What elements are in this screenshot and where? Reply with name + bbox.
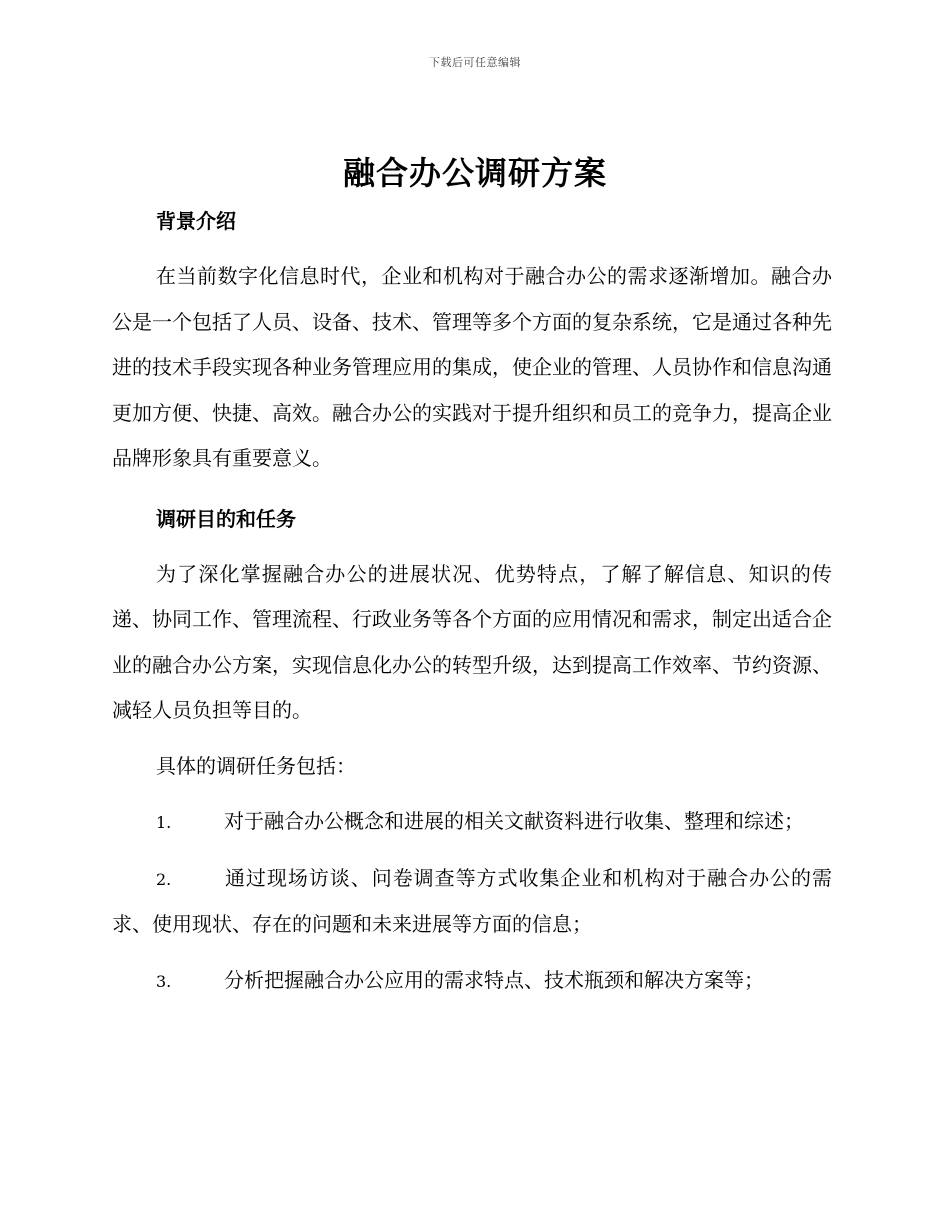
list-item [112,958,832,1005]
list-item [112,799,832,846]
section-heading-background: 背景介绍 [156,209,236,233]
list-item-text: 分析把握融合办公应用的需求特点、技术瓶颈和解决方案等； [224,967,764,992]
list-item-number: 1. [156,813,172,832]
header-note: 下载后可任意编辑 [429,56,521,69]
background-paragraph: 在当前数字化信息时代，企业和机构对于融合办公的需求逐渐增加。融合办公是一个包括了人员、设备、技术、管理等多个方面的复杂系统，它是通过各种先进的技术手段实现各种业务管理应用的集成，使企业的管理、人员协作和信息沟通更加方便、快捷、高效。融合办公的实践对于提升组织和员工的竞争力，提高企业品牌形象具有重要意义。 [112,264,832,470]
list-item [112,856,832,948]
tasks-intro: 具体的调研任务包括： [156,753,356,778]
page-title: 融合办公调研方案 [342,154,607,192]
list-item-text: 对于融合办公概念和进展的相关文献资料进行收集、整理和综述； [224,809,804,833]
purpose-paragraph: 为了深化掌握融合办公的进展状况、优势特点，了解了解信息、知识的传递、协同工作、管理流程、行政业务等各个方面的应用情况和需求，制定出适合企业的融合办公方案，实现信息化办公的转型升级，达到提高工作效率、节约资源、减轻人员负担等目的。 [112,561,832,722]
list-item-number: 3. [156,971,172,991]
list-item-text: 通过现场访谈、问卷调查等方式收集企业和机构对于融合办公的需求、使用现状、存在的问题和未来进展等方面的信息； [112,865,832,936]
list-item-number: 2. [156,869,172,889]
document-body [112,202,832,1004]
section-heading-purpose: 调研目的和任务 [156,506,296,531]
